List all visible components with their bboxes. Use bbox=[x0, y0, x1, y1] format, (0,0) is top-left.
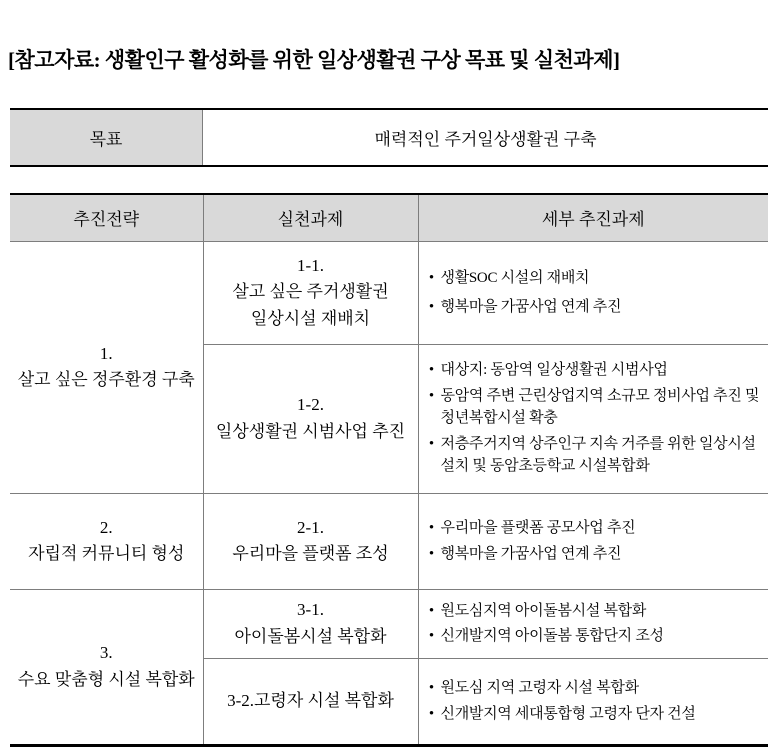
detail-text: 동암역 주변 근린상업지역 소규모 정비사업 추진 및 청년복합시설 확충 bbox=[440, 387, 760, 427]
bullet-icon: • bbox=[428, 362, 435, 379]
detail-text: 행복마을 가꿈사업 연계 추진 bbox=[440, 299, 622, 315]
task-2-1-line: 2-1. bbox=[297, 517, 324, 537]
task-1-1-line: 1-1. bbox=[297, 255, 324, 275]
detail-item bbox=[423, 433, 765, 478]
detail-text: 저층주거지역 상주인구 지속 거주를 위한 일상시설 설치 및 동암초등학교 시설복합화 bbox=[440, 435, 756, 475]
detail-item bbox=[423, 625, 765, 648]
table-row-3-1 bbox=[10, 589, 768, 658]
bullet-icon: • bbox=[428, 520, 435, 536]
bullet-icon: • bbox=[428, 628, 435, 644]
task-3-2-line: 3-2.고령자 시설 복합화 bbox=[227, 690, 394, 710]
strategy-2-num: 2. bbox=[99, 517, 113, 537]
table-row-2 bbox=[10, 493, 768, 589]
goal-value-cell: 매력적인 주거일상생활권 구축 bbox=[374, 130, 597, 149]
page-title: [참고자료: 생활인구 활성화를 위한 일상생활권 구상 목표 및 실천과제] bbox=[8, 48, 620, 72]
detail-text: 신개발지역 아이돌봄 통합단지 조성 bbox=[440, 628, 664, 644]
strategy-1-name: 살고 싶은 정주환경 구축 bbox=[17, 370, 195, 389]
task-cell-1-1 bbox=[203, 241, 418, 344]
strategy-2-name: 자립적 커뮤니티 형성 bbox=[28, 544, 185, 563]
task-1-2-line: 일상생활권 시범사업 추진 bbox=[215, 421, 406, 441]
bullet-icon: • bbox=[428, 705, 435, 722]
detail-text: 행복마을 가꿈사업 연계 추진 bbox=[440, 545, 622, 562]
bullet-icon: • bbox=[428, 545, 435, 562]
task-cell-1-2 bbox=[203, 344, 418, 493]
header-cell-strategy: 추진전략 bbox=[10, 194, 203, 241]
bullet-icon: • bbox=[428, 269, 435, 286]
bullet-icon: • bbox=[428, 435, 435, 452]
table-row-1-1 bbox=[10, 241, 768, 344]
detail-item bbox=[423, 543, 765, 566]
bullet-icon: • bbox=[428, 680, 435, 696]
bullet-icon: • bbox=[428, 602, 435, 619]
strategy-cell-2 bbox=[10, 493, 203, 589]
detail-cell-3-1 bbox=[418, 589, 768, 658]
detail-item bbox=[423, 517, 765, 540]
strategy-3-name: 수요 맞춤형 시설 복합화 bbox=[17, 669, 195, 689]
detail-item bbox=[423, 296, 765, 319]
detail-text: 대상지: 동암역 일상생활권 시범사업 bbox=[440, 362, 668, 379]
task-2-1-line: 우리마을 플랫폼 조성 bbox=[232, 544, 389, 563]
goal-label-cell: 목표 bbox=[10, 110, 203, 165]
detail-item bbox=[423, 267, 765, 290]
task-1-1-line: 살고 싶은 주거생활권 bbox=[232, 282, 389, 302]
detail-item bbox=[423, 703, 765, 726]
strategy-table bbox=[10, 193, 768, 747]
strategy-cell-1 bbox=[10, 241, 203, 493]
detail-cell-1-1 bbox=[418, 241, 768, 344]
task-1-2-line: 1-2. bbox=[297, 395, 324, 415]
bullet-icon: • bbox=[428, 299, 435, 315]
detail-cell-1-2 bbox=[418, 344, 768, 493]
detail-text: 원도심지역 아이돌봄시설 복합화 bbox=[440, 602, 647, 619]
strategy-cell-3 bbox=[10, 589, 203, 745]
header-row bbox=[10, 194, 768, 241]
detail-text: 원도심 지역 고령자 시설 복합화 bbox=[440, 680, 639, 696]
detail-cell-2-1 bbox=[418, 493, 768, 589]
task-cell-3-1 bbox=[203, 589, 418, 658]
detail-item bbox=[423, 385, 765, 430]
bullet-icon: • bbox=[428, 387, 435, 404]
strategy-1-num: 1. bbox=[99, 343, 113, 363]
task-3-1-line: 아이돌봄시설 복합화 bbox=[234, 626, 387, 646]
strategy-3-num: 3. bbox=[99, 643, 113, 663]
task-3-1-line: 3-1. bbox=[297, 600, 324, 620]
goal-table bbox=[10, 108, 768, 167]
task-cell-3-2 bbox=[203, 658, 418, 745]
header-cell-task: 실천과제 bbox=[203, 194, 418, 241]
detail-text: 신개발지역 세대통합형 고령자 단자 건설 bbox=[440, 705, 696, 722]
detail-item bbox=[423, 677, 765, 700]
detail-text: 우리마을 플랫폼 공모사업 추진 bbox=[440, 520, 636, 536]
task-cell-2-1 bbox=[203, 493, 418, 589]
detail-text: 생활SOC 시설의 재배치 bbox=[440, 269, 590, 286]
detail-cell-3-2 bbox=[418, 658, 768, 745]
detail-item bbox=[423, 359, 765, 382]
task-1-1-line: 일상시설 재배치 bbox=[250, 308, 371, 328]
header-cell-detail: 세부 추진과제 bbox=[418, 194, 768, 241]
detail-item bbox=[423, 600, 765, 623]
